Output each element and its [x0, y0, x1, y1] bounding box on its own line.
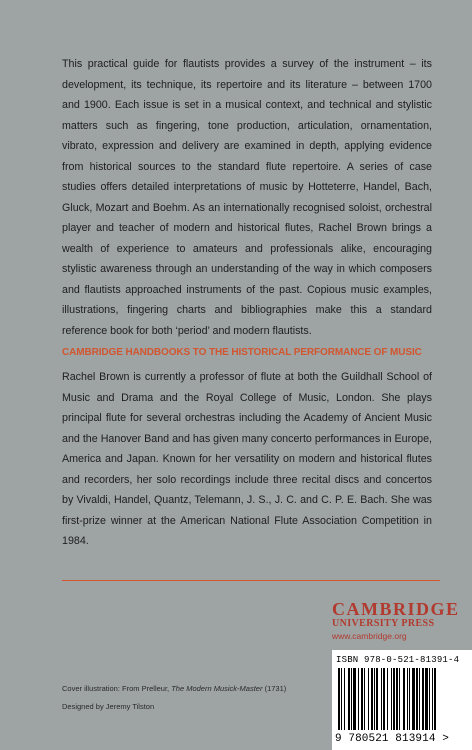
publisher-url: www.cambridge.org	[332, 631, 407, 641]
book-description: This practical guide for flautists provides a survey of the instrument – its development, its technique, its repertoire and its literature – between 1700 and 1900. Each issue is set in a musical context, and technical and stylistic matters such as fingering, tone production, articulation, ornamentation, vibrato, expression and delivery are examined in depth, applying evidence from historical sources to the standard flute repertoire. A series of case studies offers detailed interpretations of music by Hotteterre, Handel, Bach, Gluck, Mozart and Boehm. As an internationally recognised soloist, orchestral player and teacher of modern and historical flutes, Rachel Brown brings a wealth of experience to amateurs and professionals alike, encouraging stylistic awareness through an understanding of the way in which composers and flautists approached instruments of the past. Copious music examples, illustrations, fingering charts and bibliographies make this a standard reference book for both ‘period’ and modern flautists.	[62, 58, 432, 337]
divider-rule	[62, 580, 440, 581]
cover-credits	[62, 684, 286, 720]
publisher-name: CAMBRIDGE	[332, 599, 460, 619]
barcode-icon	[336, 668, 464, 732]
barcode-panel	[332, 650, 472, 750]
publisher-logo	[332, 600, 466, 642]
barcode-digits: 9 780521 813914 >	[335, 733, 449, 745]
author-biography: Rachel Brown is currently a professor of flute at both the Guildhall School of Music and Drama and the Royal College of Music, London. She plays principal flute for several orchestras including the Academy of Ancient Music and the Hanover Band and has given many concerto performances in Europe, America and Japan. Known for her versatility on modern and historical flutes and recorders, her solo recordings include three recital discs and concertos by Vivaldi, Handel, Quantz, Telemann, J. S., J. C. and C. P. E. Bach. She was first-prize winner at the American National Flute Association Competition in 1984.	[62, 371, 432, 547]
isbn-label: ISBN 978-0-521-81391-4	[336, 655, 460, 665]
designer-credit: Designed by Jeremy Tilston	[62, 702, 155, 711]
series-title: CAMBRIDGE HANDBOOKS TO THE HISTORICAL PERFORMANCE OF MUSIC	[62, 347, 422, 358]
publisher-subtitle: UNIVERSITY PRESS	[332, 618, 435, 629]
illustration-source-title: The Modern Musick-Master	[171, 684, 263, 693]
cover-illustration-credit: Cover illustration: From Prelleur, The Modern Musick-Master (1731)	[62, 684, 287, 693]
